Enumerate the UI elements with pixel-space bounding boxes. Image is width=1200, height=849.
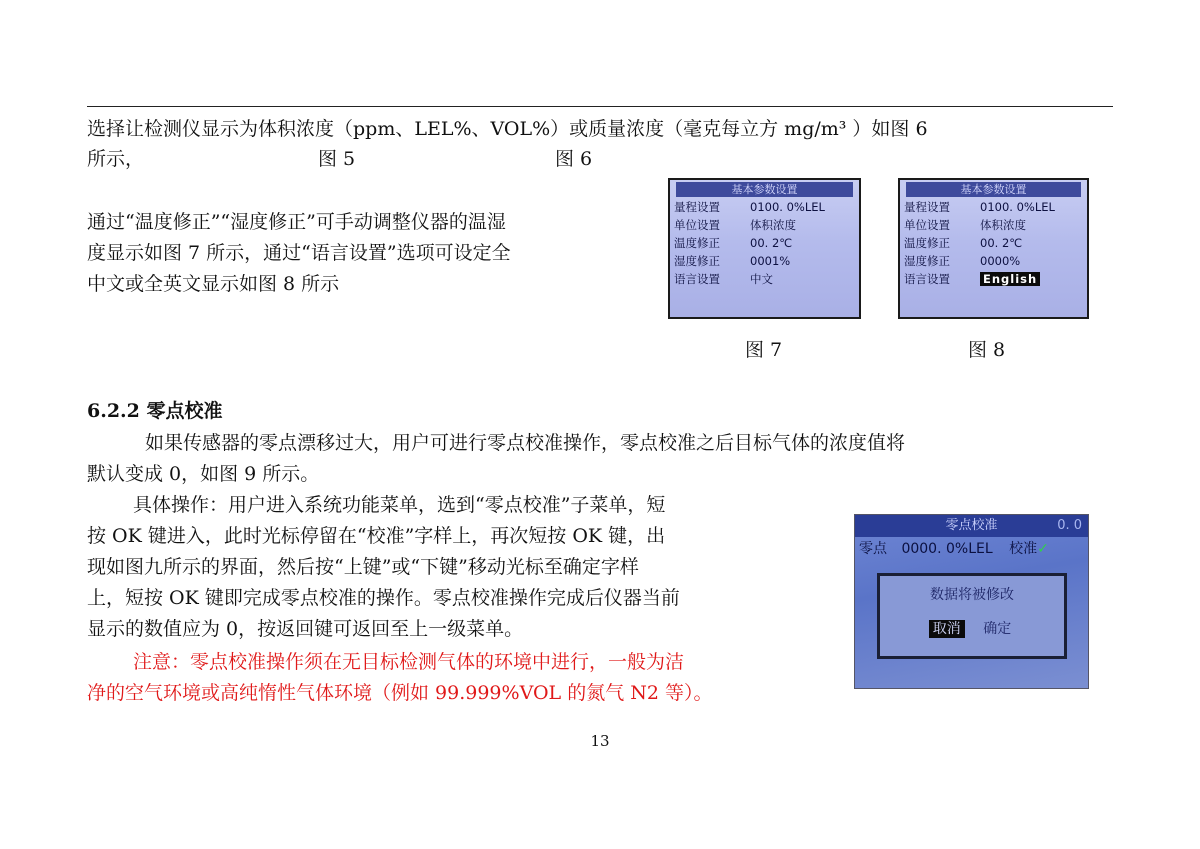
note-line-2: 净的空气环境或高纯惰性气体环境（例如 99.999%VOL 的氮气 N2 等）。: [87, 682, 713, 704]
fig8-row: 语言设置 English: [904, 270, 1040, 288]
section-heading: 6.2.2 零点校准: [87, 400, 223, 422]
fig7-row: 湿度修正 0001%: [674, 254, 791, 268]
section-p1-line-1: 如果传感器的零点漂移过大，用户可进行零点校准操作，零点校准之后目标气体的浓度值将: [145, 432, 906, 454]
fig9-zero-row: [859, 539, 1084, 559]
fig9-dialog-buttons: [880, 618, 1064, 638]
fig8-label: 图 8: [968, 339, 1006, 361]
header-rule: [87, 106, 1113, 107]
fig9-lcd-screen: [854, 514, 1089, 689]
fig9-zero-label: 零点: [859, 541, 887, 557]
section-p2-line-3: 现如图九所示的界面，然后按“上键”或“下键”移动光标至确定字样: [87, 556, 639, 578]
temp-line-3: 中文或全英文显示如图 8 所示: [87, 273, 340, 295]
note-line-1: 注意：零点校准操作须在无目标检测气体的环境中进行，一般为洁: [133, 651, 685, 673]
intro-line-1: 选择让检测仪显示为体积浓度（ppm、LEL%、VOL%）或质量浓度（毫克每立方 mg/m³ ）如图 6: [87, 118, 928, 140]
section-p1-line-2: 默认变成 0，如图 9 所示。: [87, 463, 320, 485]
fig8-row: 湿度修正 0000%: [904, 254, 1021, 268]
fig8-row: 量程设置 0100. 0%LEL: [904, 200, 1055, 214]
fig8-lcd-screen: [898, 178, 1089, 319]
intro-line-2: 所示，: [87, 148, 145, 170]
section-p2-line-4: 上，短按 OK 键即完成零点校准的操作。零点校准操作完成后仪器当前: [87, 587, 680, 609]
fig9-calibrate-label: 校准: [1009, 541, 1038, 557]
fig7-lcd-screen: [668, 178, 861, 319]
english-option-selected: English: [980, 272, 1040, 286]
fig7-row: 量程设置 0100. 0%LEL: [674, 200, 825, 214]
fig9-dialog-message: 数据将被修改: [930, 587, 1014, 603]
section-p2-line-2: 按 OK 键进入，此时光标停留在“校准”字样上，再次短按 OK 键，出: [87, 525, 666, 547]
fig8-lcd-title: 基本参数设置: [906, 182, 1081, 197]
fig8-row: 单位设置 体积浓度: [904, 218, 1026, 232]
confirm-button: 确定: [983, 621, 1012, 637]
fig9-lcd-title: 零点校准: [855, 515, 1088, 537]
temp-line-1: 通过“温度修正”“湿度修正”可手动调整仪器的温湿: [87, 211, 506, 233]
fig7-row: 语言设置 中文: [674, 272, 773, 286]
page-number: 13: [590, 732, 610, 750]
fig7-lcd-title: 基本参数设置: [676, 182, 853, 197]
fig6-label: 图 6: [555, 148, 593, 170]
fig7-label: 图 7: [745, 339, 783, 361]
section-p2-line-5: 显示的数值应为 0，按返回键可返回至上一级菜单。: [87, 618, 524, 640]
fig7-row: 温度修正 00. 2℃: [674, 236, 793, 250]
cancel-button: 取消: [929, 620, 965, 638]
fig7-row: 单位设置 体积浓度: [674, 218, 796, 232]
fig5-label: 图 5: [318, 148, 356, 170]
fig9-confirm-dialog: [877, 573, 1067, 659]
check-icon: ✓: [1037, 541, 1049, 557]
fig9-corner-value: 0. 0: [1057, 518, 1082, 533]
temp-line-2: 度显示如图 7 所示，通过“语言设置”选项可设定全: [87, 242, 511, 264]
fig9-zero-value: 0000. 0%LEL: [901, 541, 993, 557]
fig8-row: 温度修正 00. 2℃: [904, 236, 1023, 250]
section-p2-line-1: 具体操作：用户进入系统功能菜单，选到“零点校准”子菜单，短: [133, 494, 666, 516]
